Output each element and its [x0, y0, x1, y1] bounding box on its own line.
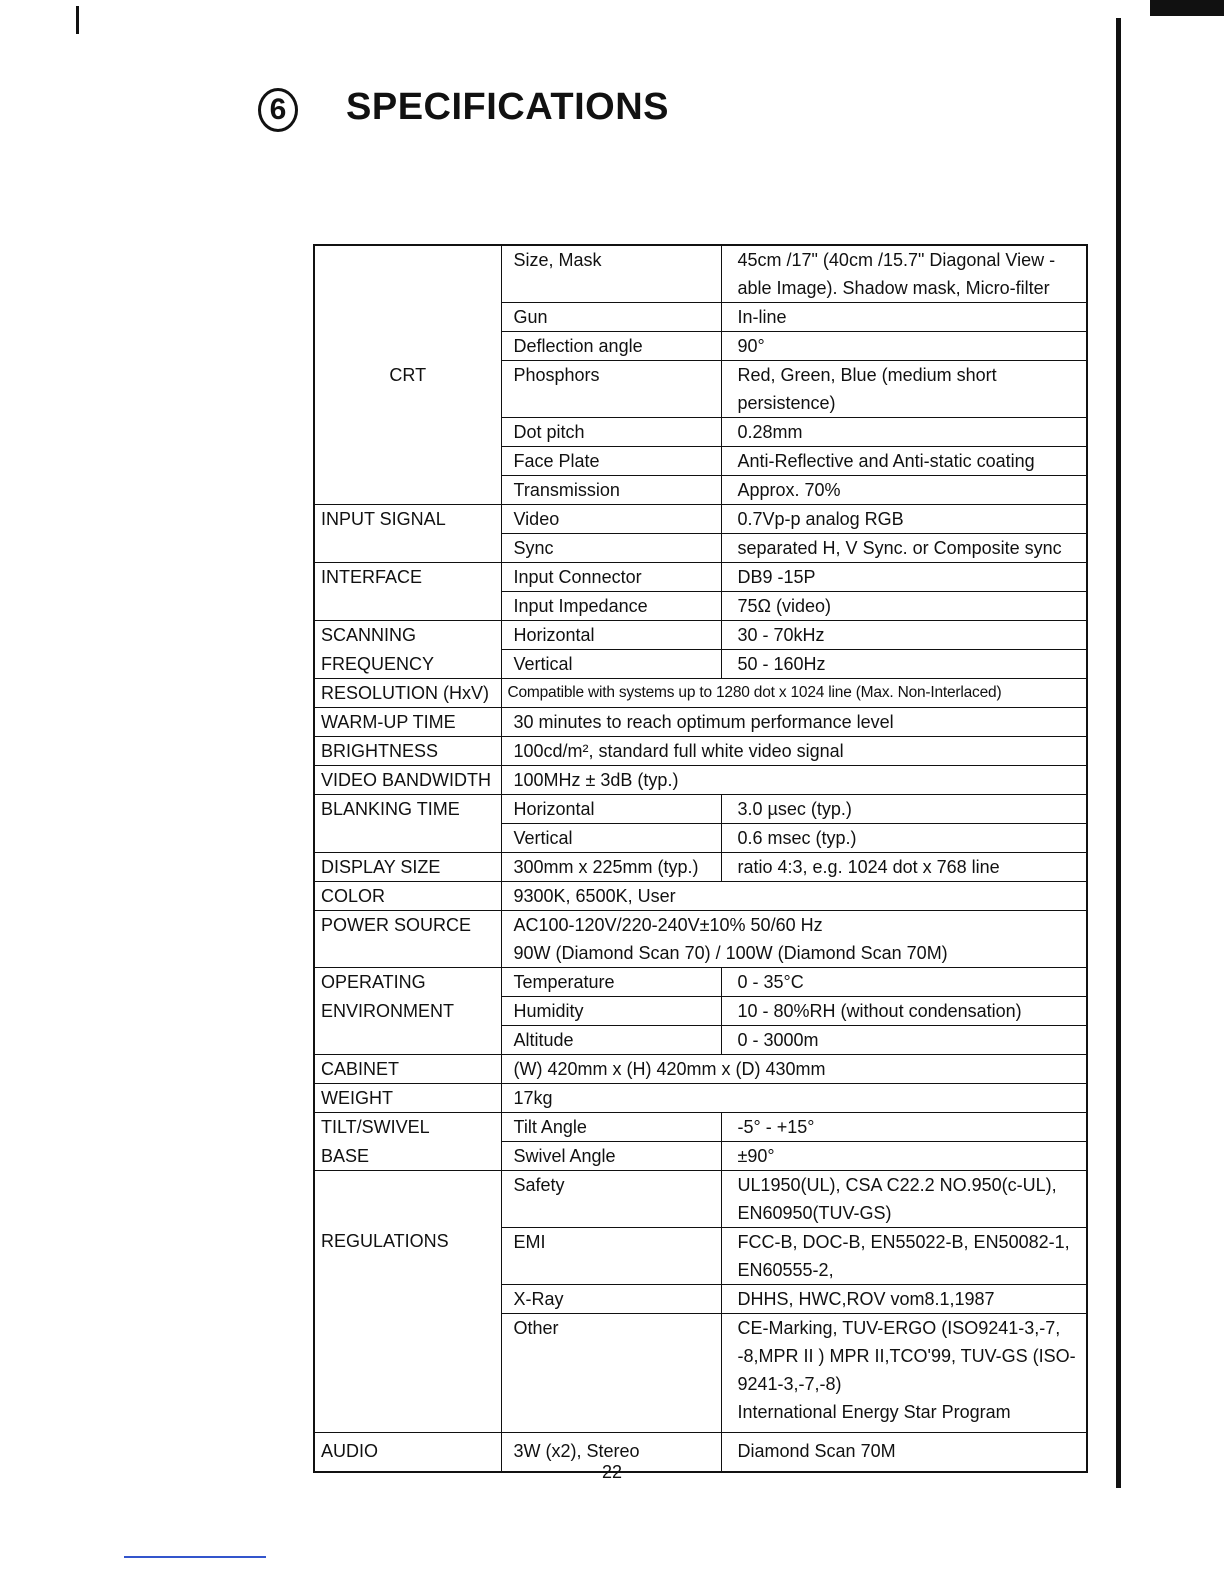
spec-value: ratio 4:3, e.g. 1024 dot x 768 line [721, 853, 1087, 882]
spec-value: 75Ω (video) [721, 592, 1087, 621]
category-audio: AUDIO [314, 1433, 501, 1473]
table-row [314, 679, 1087, 708]
page-title: SPECIFICATIONS [346, 86, 669, 128]
table-row [314, 1084, 1087, 1113]
spec-value: UL1950(UL), CSA C22.2 NO.950(c-UL), EN60950(TUV-GS) [721, 1171, 1087, 1228]
category-input-signal: INPUT SIGNAL [314, 505, 501, 563]
category-blanking: BLANKING TIME [314, 795, 501, 853]
spec-value: FCC-B, DOC-B, EN55022-B, EN50082-1, EN60555-2, [721, 1228, 1087, 1285]
chapter-number-badge: 6 [258, 88, 298, 132]
spec-label: Sync [501, 534, 721, 563]
corner-tab [1150, 0, 1224, 16]
spec-value: 300mm x 225mm (typ.) [501, 853, 721, 882]
spec-value: 3W (x2), Stereo [501, 1433, 721, 1473]
spec-label: Face Plate [501, 447, 721, 476]
spec-label: Swivel Angle [501, 1142, 721, 1171]
category-regulations: REGULATIONS [314, 1171, 501, 1433]
category-interface: INTERFACE [314, 563, 501, 621]
category-crt: CRT [314, 245, 501, 505]
spec-label: Size, Mask [501, 245, 721, 303]
table-row [314, 1113, 1087, 1142]
spec-value: Red, Green, Blue (medium short persistence) [721, 361, 1087, 418]
category-environment: ENVIRONMENT [314, 997, 501, 1026]
table-row [314, 563, 1087, 592]
category-environment-blank [314, 1026, 501, 1055]
spec-label: EMI [501, 1228, 721, 1285]
spec-value: 3.0 µsec (typ.) [721, 795, 1087, 824]
spec-value: 100cd/m², standard full white video signal [501, 737, 1087, 766]
page-number: 22 [601, 1462, 623, 1482]
spec-value: 9300K, 6500K, User [501, 882, 1087, 911]
spec-value: DHHS, HWC,ROV vom8.1,1987 [721, 1285, 1087, 1314]
bottom-rule [124, 1556, 266, 1558]
spec-label: Horizontal [501, 621, 721, 650]
regulation-energy-star: International Energy Star Program [737, 1402, 1011, 1422]
table-row [314, 997, 1087, 1026]
spec-value: 10 - 80%RH (without condensation) [721, 997, 1087, 1026]
spec-label: Vertical [501, 650, 721, 679]
spec-value: 90° [721, 332, 1087, 361]
table-row [314, 911, 1087, 940]
table-row [314, 737, 1087, 766]
spec-value: 0.7Vp-p analog RGB [721, 505, 1087, 534]
spec-value: In-line [721, 303, 1087, 332]
category-weight: WEIGHT [314, 1084, 501, 1113]
table-row [314, 708, 1087, 737]
spec-label: X-Ray [501, 1285, 721, 1314]
table-row [314, 853, 1087, 882]
table-row [314, 968, 1087, 997]
spec-label: Horizontal [501, 795, 721, 824]
spec-label: Video [501, 505, 721, 534]
margin-mark [76, 6, 79, 34]
category-scanning: SCANNING [314, 621, 501, 650]
spec-value: Approx. 70% [721, 476, 1087, 505]
spec-value: DB9 -15P [721, 563, 1087, 592]
spec-value: 50 - 160Hz [721, 650, 1087, 679]
category-power: POWER SOURCE [314, 911, 501, 968]
category-brightness: BRIGHTNESS [314, 737, 501, 766]
spec-value: ±90° [721, 1142, 1087, 1171]
regulation-other-line: CE-Marking, TUV-ERGO (ISO9241-3,-7, -8,MPR II ) MPR II,TCO'99, TUV-GS (ISO-9241-3,-7,-8) [737, 1318, 1076, 1394]
category-display-size: DISPLAY SIZE [314, 853, 501, 882]
table-row [314, 1142, 1087, 1171]
spec-value: 0.6 msec (typ.) [721, 824, 1087, 853]
spec-value: 100MHz ± 3dB (typ.) [501, 766, 1087, 795]
table-row [314, 650, 1087, 679]
table-row [314, 621, 1087, 650]
spec-label: Vertical [501, 824, 721, 853]
spec-value [721, 1314, 1087, 1433]
category-color: COLOR [314, 882, 501, 911]
category-resolution: RESOLUTION (HxV) [314, 679, 501, 708]
category-base: BASE [314, 1142, 501, 1171]
spec-label: Other [501, 1314, 721, 1433]
category-cabinet: CABINET [314, 1055, 501, 1084]
spec-label: Altitude [501, 1026, 721, 1055]
spec-value: -5° - +15° [721, 1113, 1087, 1142]
spec-label: Input Connector [501, 563, 721, 592]
spec-value: 0 - 35°C [721, 968, 1087, 997]
spec-value: 45cm /17" (40cm /15.7" Diagonal View - able Image). Shadow mask, Micro-filter [721, 245, 1087, 303]
spec-value: 30 - 70kHz [721, 621, 1087, 650]
table-row [314, 766, 1087, 795]
spec-label: Humidity [501, 997, 721, 1026]
spec-value: Diamond Scan 70M [721, 1433, 1087, 1473]
spec-value: 30 minutes to reach optimum performance level [501, 708, 1087, 737]
spec-value: separated H, V Sync. or Composite sync [721, 534, 1087, 563]
spec-label: Safety [501, 1171, 721, 1228]
category-bandwidth: VIDEO BANDWIDTH [314, 766, 501, 795]
table-row [314, 505, 1087, 534]
table-row [314, 882, 1087, 911]
binding-rule [1116, 18, 1121, 1488]
category-warmup: WARM-UP TIME [314, 708, 501, 737]
spec-label: Transmission [501, 476, 721, 505]
spec-value: Anti-Reflective and Anti-static coating [721, 447, 1087, 476]
spec-value: 17kg [501, 1084, 1087, 1113]
spec-label: Deflection angle [501, 332, 721, 361]
table-row [314, 1055, 1087, 1084]
specifications-table [313, 244, 1088, 1473]
spec-label: Tilt Angle [501, 1113, 721, 1142]
category-frequency: FREQUENCY [314, 650, 501, 679]
spec-label: Phosphors [501, 361, 721, 418]
spec-value: 0 - 3000m [721, 1026, 1087, 1055]
spec-label: Temperature [501, 968, 721, 997]
table-row [314, 795, 1087, 824]
table-row [314, 1026, 1087, 1055]
spec-label: Gun [501, 303, 721, 332]
spec-value: 0.28mm [721, 418, 1087, 447]
spec-label: Input Impedance [501, 592, 721, 621]
category-tilt-swivel: TILT/SWIVEL [314, 1113, 501, 1142]
spec-value: Compatible with systems up to 1280 dot x 1024 line (Max. Non-Interlaced) [501, 679, 1087, 708]
spec-value: (W) 420mm x (H) 420mm x (D) 430mm [501, 1055, 1087, 1084]
spec-value: AC100-120V/220-240V±10% 50/60 Hz [501, 911, 1087, 940]
spec-label: Dot pitch [501, 418, 721, 447]
category-operating: OPERATING [314, 968, 501, 997]
spec-value: 90W (Diamond Scan 70) / 100W (Diamond Scan 70M) [501, 939, 1087, 968]
